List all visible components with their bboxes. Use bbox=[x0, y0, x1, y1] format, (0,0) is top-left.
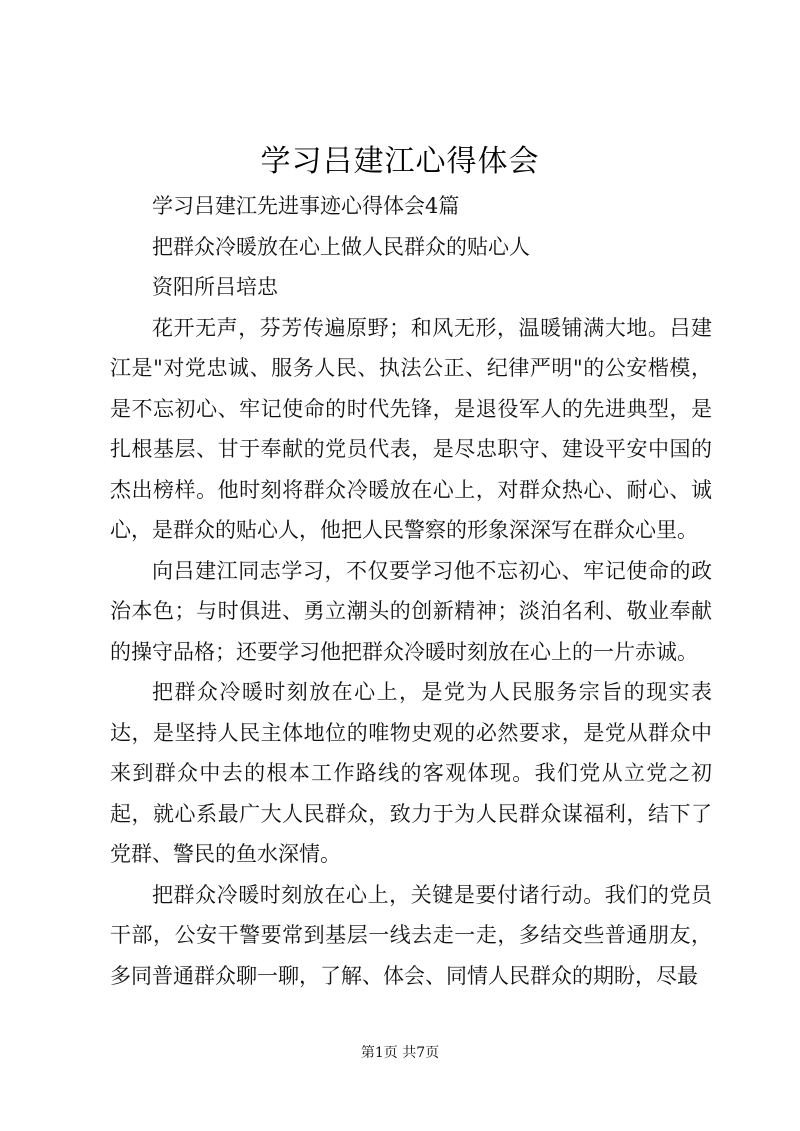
heading-line: 把群众冷暖放在心上做人民群众的贴心人 bbox=[152, 234, 530, 259]
body-paragraph: 把群众冷暖时刻放在心上，关键是要付诸行动。我们的党员干部，公安干警要常到基层一线去走一走，多结交些普通朋友，多同普通群众聊一聊，了解、体会、同情人民群众的期盼，尽最 bbox=[110, 882, 712, 988]
document-body bbox=[110, 186, 712, 996]
body-paragraph: 把群众冷暖时刻放在心上，是党为人民服务宗旨的现实表达，是坚持人民主体地位的唯物史观的必然要求，是党从群众中来到群众中去的根本工作路线的客观体现。我们党从立党之初起，就心系最广大人民群众，致力于为人民群众谋福利，结下了党群、警民的鱼水深情。 bbox=[110, 680, 712, 866]
page-footer: 第1页 共7页 bbox=[360, 1045, 440, 1061]
subtitle-line: 学习吕建江先进事迹心得体会4篇 bbox=[152, 194, 460, 218]
body-paragraph: 花开无声，芬芳传遍原野；和风无形，温暖铺满大地。吕建江是"对党忠诚、服务人民、执法公正、纪律严明"的公安楷模，是不忘初心、牢记使命的时代先锋，是退役军人的先进典型，是扎根基层、甘于奉献的党员代表，是尽忠职守、建设平安中国的杰出榜样。他时刻将群众冷暖放在心上，对群众热心、耐心、诚心，是群众的贴心人，他把人民警察的形象深深写在群众心里。 bbox=[110, 315, 712, 542]
document-title: 学习吕建江心得体会 bbox=[260, 144, 540, 179]
body-paragraph: 向吕建江同志学习，不仅要学习他不忘初心、牢记使命的政治本色；与时俱进、勇立潮头的创新精神；淡泊名利、敬业奉献的操守品格；还要学习他把群众冷暖时刻放在心上的一片赤诚。 bbox=[110, 558, 712, 664]
author-line: 资阳所吕培忠 bbox=[152, 275, 278, 299]
